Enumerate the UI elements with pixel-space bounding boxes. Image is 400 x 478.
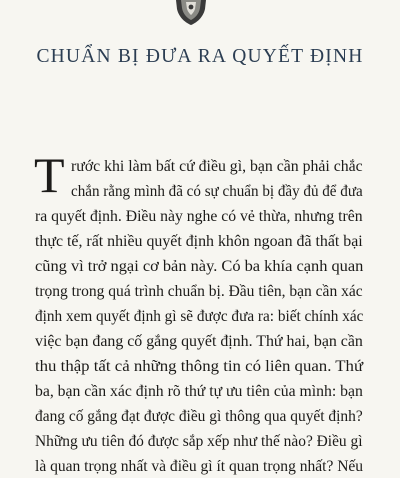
body-line: định xem quyết định gì sẽ được đưa ra: biết chính xác [35, 306, 364, 325]
body-line: Những ưu tiên đó được sắp xếp như thế nào? Điều gì [35, 431, 363, 450]
body-line: thực tế, rất nhiều quyết định khôn ngoan đã thất bại [35, 231, 363, 250]
shield-crest-icon [172, 0, 210, 26]
body-line: trọng trong quá trình chuẩn bị. Đầu tiên, bạn cần xác [35, 281, 363, 300]
drop-cap: T [34, 147, 65, 203]
body-line: ra quyết định. Điều này nghe có vẻ thừa, nhưng trên [35, 206, 363, 225]
body-line: việc bạn đang cố gắng quyết định. Thứ hai, bạn cần [35, 331, 363, 350]
body-paragraph [0, 147, 400, 475]
body-line: chắn rằng mình đã có sự chuẩn bị đầy đủ để đưa [71, 181, 363, 200]
body-line: cũng vì trở ngại cơ bản này. Có ba khía cạnh quan [35, 256, 364, 275]
body-line: ba, bạn cần xác định rõ thứ tự ưu tiên của mình: bạn [35, 381, 363, 400]
body-line: thu thập tất cả những thông tin có liên quan. Thứ [35, 356, 364, 375]
body-line: đang cố gắng đạt được điều gì thông qua quyết định? [35, 406, 363, 425]
chapter-title: CHUẨN BỊ ĐƯA RA QUYẾT ĐỊNH [36, 46, 364, 67]
body-line: rước khi làm bất cứ điều gì, bạn cần phải chắc [71, 156, 363, 175]
body-line: là quan trọng nhất và điều gì ít quan trọng nhất? Nếu [35, 456, 364, 475]
